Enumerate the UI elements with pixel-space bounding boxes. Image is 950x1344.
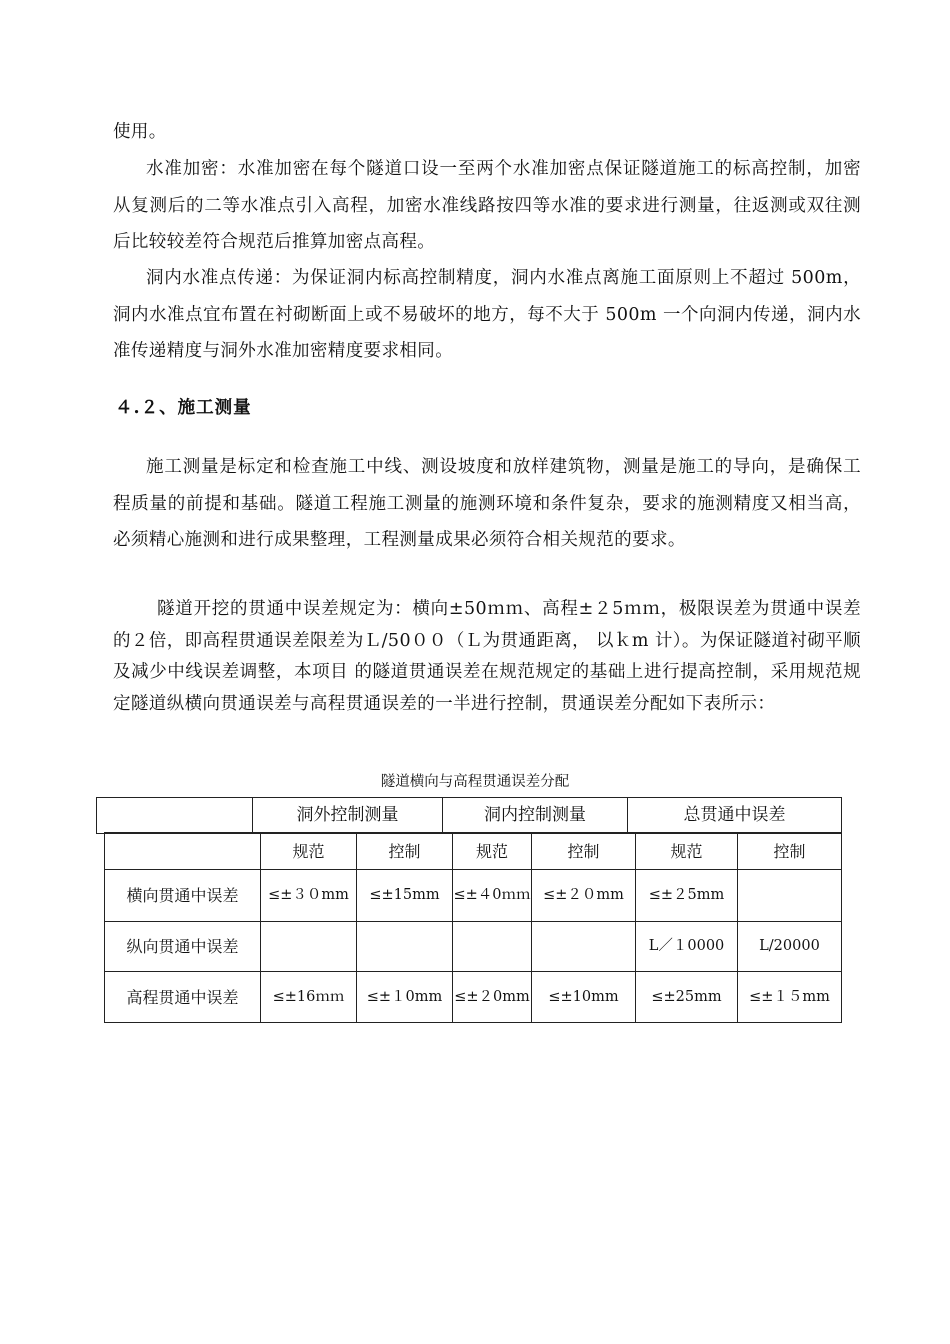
table-row-label: 横向贯通中误差 [105,870,261,922]
table-cell [453,922,532,972]
section-heading: ４.２、施工测量 [115,398,252,418]
table-row [105,870,842,922]
table-cell: ≤±16ｍｍ [261,972,357,1023]
table-cell [261,922,357,972]
table-subheader: 规范 [636,833,738,870]
table-row-label: 纵向贯通中误差 [105,922,261,972]
table-caption: 隧道横向与高程贯通误差分配 [380,774,570,790]
table-subheader: 控制 [738,833,842,870]
table-cell: ≤±１0mm [357,972,453,1023]
table-row-label: 高程贯通中误差 [105,972,261,1023]
table-group-inside-control: 洞内控制测量 [443,798,628,834]
paragraph-breakthrough-error: 隧道开挖的贯通中误差规定为：横向±50ｍｍ、高程±２5ｍｍ，极限误差为贯通中误差的２倍，即高程贯通误差限差为Ｌ/50００（Ｌ为贯通距离， 以ｋm 计）。为保证隧道衬砌平顺及减少中线误差调整，本项目 的隧道贯通误差在规范规定的基础上进行提高控制，采用规范规定隧道纵横向贯通误差与高程贯通误差的一半进行控制，贯通误差分配如下表所示： [113,599,861,714]
table-subheader-row [105,833,842,870]
table-cell: ≤±３０mm [261,870,357,922]
table-subheader: 规范 [261,833,357,870]
table-cell: ≤±25mm [636,972,738,1023]
table-row [105,972,842,1023]
table-cell: ≤±10mm [532,972,636,1023]
table-cell: ≤±２０mm [532,870,636,922]
table-subheader: 控制 [357,833,453,870]
paragraph-continuation: 使用。 [113,122,167,142]
table-cell [738,870,842,922]
table-group-total-error: 总贯通中误差 [628,798,842,834]
table-cell: ≤±１５mm [738,972,842,1023]
table-corner-cell [97,798,253,834]
table-group-outside-control: 洞外控制测量 [253,798,443,834]
table-cell: ≤±２0mm [453,972,532,1023]
table-row [105,922,842,972]
table-cell: ≤±15mm [357,870,453,922]
paragraph-tunnel-benchmark-transfer: 洞内水准点传递：为保证洞内标高控制精度，洞内水准点离施工面原则上不超过 500m，洞内水准点宜布置在衬砌断面上或不易破坏的地方，每不大于 500m 一个向洞内传递，洞内水准传递精度与洞外水准加密精度要求相同。 [113,268,861,361]
table-cell: L/20000 [738,922,842,972]
table-subheader: 控制 [532,833,636,870]
paragraph-leveling-densification: 水准加密：水准加密在每个隧道口设一至两个水准加密点保证隧道施工的标高控制，加密从复测后的二等水准点引入高程，加密水准线路按四等水准的要求进行测量，往返测或双往测后比较较差符合规范后推算加密点高程。 [113,159,861,252]
error-distribution-table [104,832,842,1023]
table-header-row [97,798,842,834]
table-cell [357,922,453,972]
paragraph-construction-survey: 施工测量是标定和检查施工中线、测设坡度和放样建筑物，测量是施工的导向，是确保工程质量的前提和基础。隧道工程施工测量的施测环境和条件复杂，要求的施测精度又相当高，必须精心施测和进行成果整理，工程测量成果必须符合相关规范的要求。 [113,457,861,550]
table-cell: ≤±２5mm [636,870,738,922]
table-empty-cell [105,833,261,870]
table-cell [532,922,636,972]
table-group-header [96,797,842,834]
table-cell: L／１0000 [636,922,738,972]
table-subheader: 规范 [453,833,532,870]
table-cell: ≤±４0ｍｍ [453,870,532,922]
